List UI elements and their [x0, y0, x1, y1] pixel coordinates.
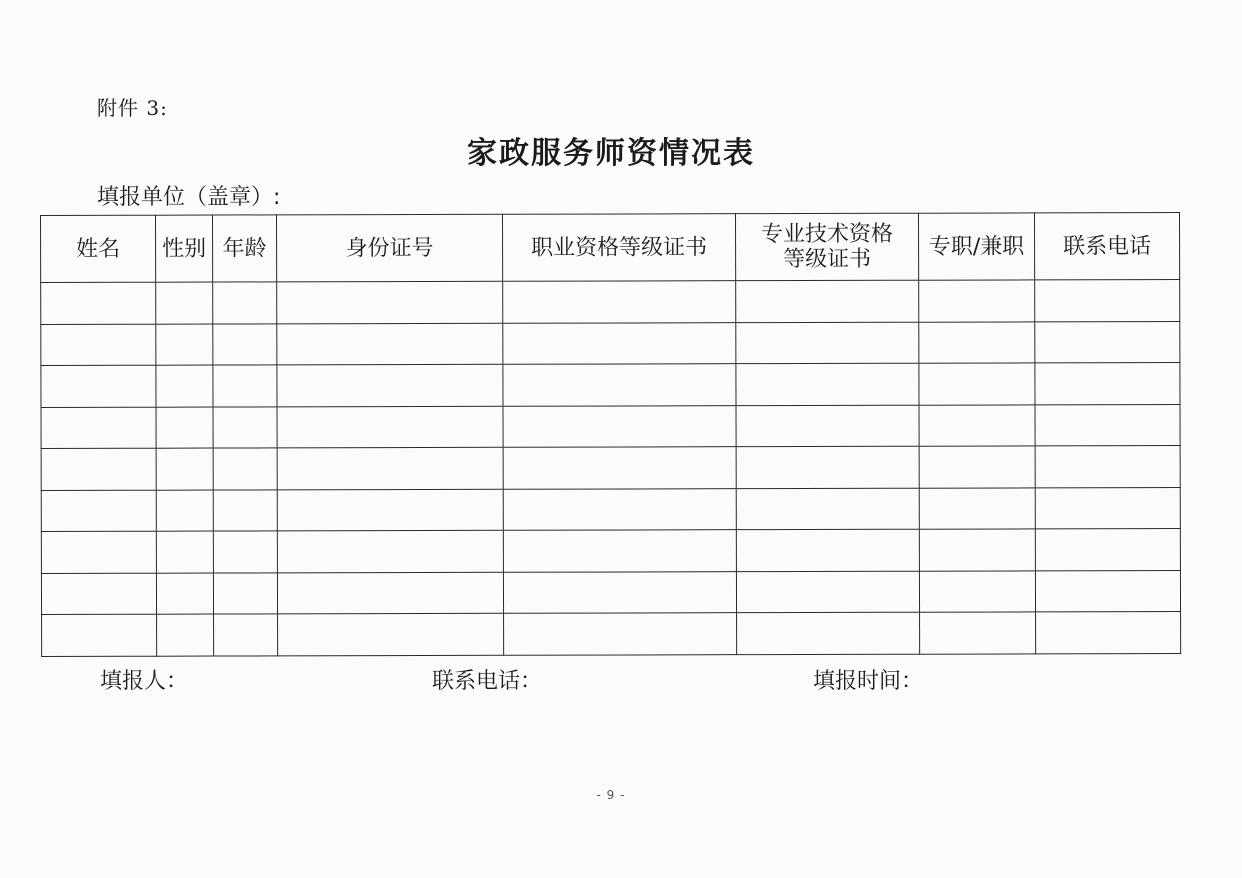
table-cell [213, 572, 277, 614]
table-cell [213, 448, 277, 490]
table-row [41, 363, 1180, 407]
table-cell [920, 612, 1036, 654]
table-cell [41, 448, 156, 490]
table-cell [1035, 529, 1180, 571]
table-cell [736, 571, 919, 613]
table-row [41, 280, 1180, 324]
table-cell [213, 531, 277, 573]
table-cell [41, 490, 156, 532]
header-age: 年龄 [213, 215, 277, 282]
table-cell [157, 614, 214, 656]
table-cell [213, 489, 277, 531]
table-cell [919, 570, 1035, 612]
staff-info-table [40, 212, 1181, 656]
table-row [41, 570, 1180, 614]
table-cell [1035, 487, 1180, 529]
table-cell [919, 363, 1035, 405]
table-cell [213, 406, 277, 448]
table-cell [736, 280, 919, 322]
table-cell [919, 487, 1035, 529]
table-cell [919, 321, 1035, 363]
table-cell [41, 407, 156, 449]
filler-label: 填报人： [100, 669, 189, 694]
table-cell [156, 573, 213, 615]
table-cell [1035, 363, 1180, 405]
table-cell [1035, 321, 1180, 363]
table-cell [277, 323, 503, 365]
table-cell [156, 490, 213, 532]
table-cell [1035, 570, 1180, 612]
table-cell [737, 612, 920, 654]
table-cell [156, 448, 213, 490]
table-cell [503, 571, 736, 613]
table-cell [919, 404, 1035, 446]
table-cell [1035, 404, 1180, 446]
table-cell [503, 322, 736, 364]
page-number: - 9 - [596, 788, 626, 802]
header-fulltime-parttime: 专职/兼职 [918, 213, 1034, 280]
table-row [41, 487, 1180, 531]
table-cell [736, 488, 919, 530]
table-row [41, 446, 1180, 490]
header-name: 姓名 [41, 215, 156, 282]
table-cell [156, 407, 213, 449]
table-cell [277, 364, 503, 406]
table-cell [213, 282, 277, 324]
table-cell [503, 530, 736, 572]
table-cell [919, 446, 1035, 488]
table-cell [503, 364, 736, 406]
header-vocational-certificate: 职业资格等级证书 [502, 214, 735, 282]
table-cell [277, 489, 503, 531]
table-cell [41, 282, 156, 324]
header-phone: 联系电话 [1034, 213, 1179, 280]
table-row [41, 321, 1180, 365]
table-cell [503, 405, 736, 447]
table-cell [156, 282, 213, 324]
table-cell [277, 530, 503, 572]
table-cell [919, 529, 1035, 571]
table-cell [41, 324, 156, 366]
table-header-row [41, 213, 1180, 283]
table-cell [736, 322, 919, 364]
table-cell [503, 281, 736, 323]
table-cell [213, 365, 277, 407]
table-cell [503, 447, 736, 489]
table-cell [736, 363, 919, 405]
table-cell [277, 572, 503, 614]
table-cell [736, 446, 919, 488]
table-cell [277, 281, 503, 323]
table-cell [503, 488, 736, 530]
table-cell [277, 447, 503, 489]
table-row [42, 612, 1181, 656]
reporting-unit-label: 填报单位（盖章）: [97, 185, 281, 210]
table-cell [277, 406, 503, 448]
table-cell [41, 365, 156, 407]
table-cell [156, 324, 213, 366]
table-cell [736, 405, 919, 447]
contact-phone-label: 联系电话： [432, 669, 543, 694]
table-cell [919, 280, 1035, 322]
table-cell [41, 573, 156, 615]
fill-time-label: 填报时间： [813, 669, 924, 694]
table-cell [41, 531, 156, 573]
table-cell [1035, 446, 1180, 488]
header-professional-certificate: 专业技术资格 等级证书 [735, 213, 918, 280]
table-cell [1035, 280, 1180, 322]
header-gender: 性别 [156, 215, 213, 282]
table-cell [278, 613, 504, 655]
table-cell [1036, 612, 1181, 654]
table-cell [214, 614, 278, 656]
table-row [41, 529, 1180, 573]
attachment-label: 附件 3: [97, 96, 168, 120]
table-cell [42, 614, 157, 656]
table-cell [736, 529, 919, 571]
page-title: 家政服务师资情况表 [467, 136, 755, 171]
table-cell [504, 613, 737, 655]
header-id-number: 身份证号 [277, 214, 503, 282]
table-cell [156, 365, 213, 407]
table-cell [213, 323, 277, 365]
table-row [41, 404, 1180, 448]
table-body [41, 280, 1181, 656]
table-cell [156, 531, 213, 573]
